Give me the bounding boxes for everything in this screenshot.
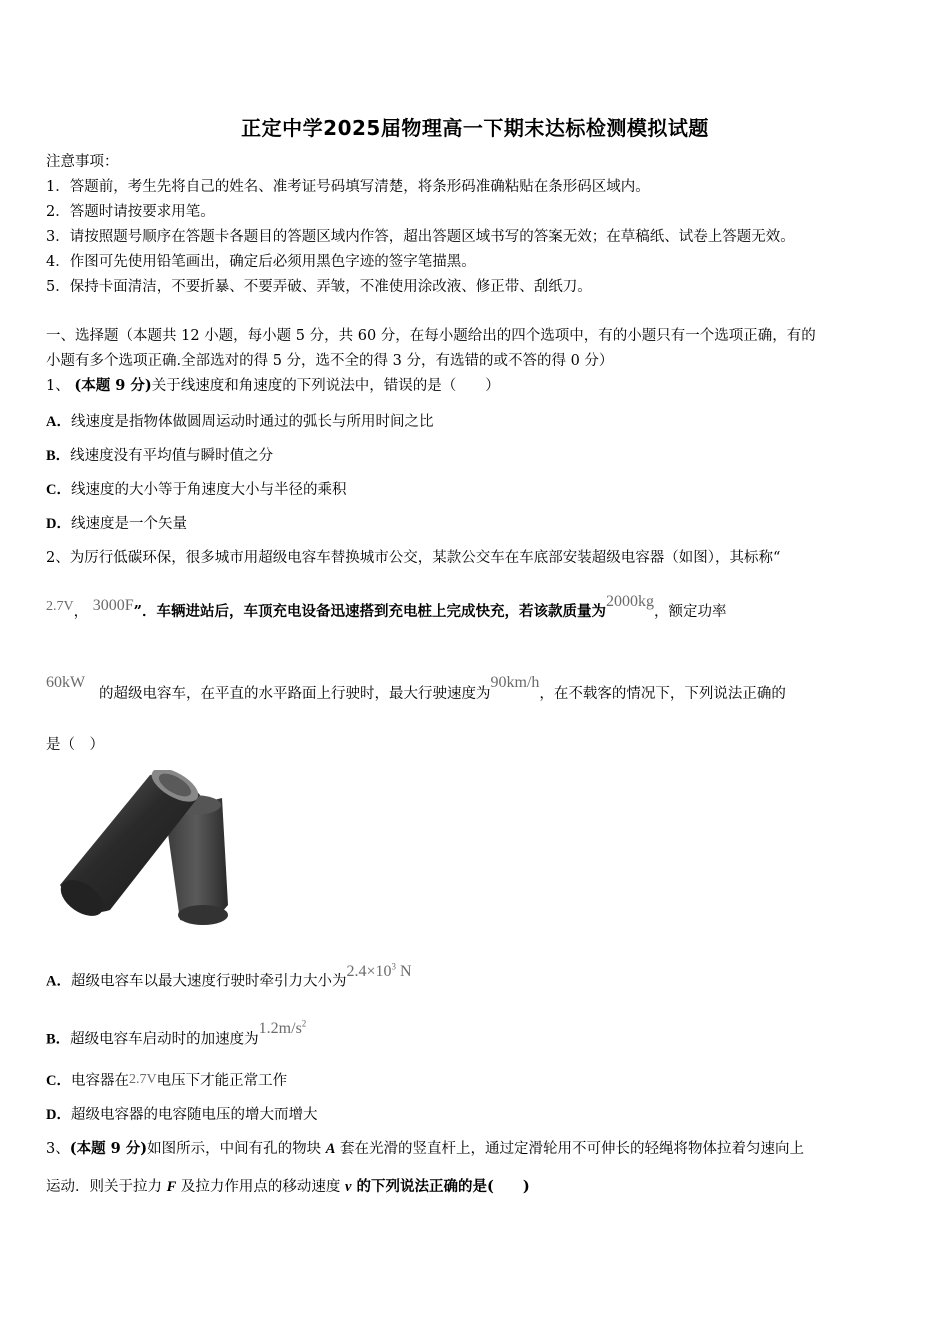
page-title: 正定中学2025届物理高一下期末达标检测模拟试题 xyxy=(241,116,709,140)
option-letter: B． xyxy=(46,448,71,464)
option-letter: C． xyxy=(46,1073,71,1089)
question-text: 套在光滑的竖直杆上，通过定滑轮用不可伸长的轻绳将物体拉着匀速向上 xyxy=(335,1141,805,1157)
question-text: 关于线速度和角速度的下列说法中，错误的是（ ） xyxy=(151,378,500,394)
q1-option-c xyxy=(46,480,346,500)
option-letter: A． xyxy=(46,973,71,990)
question-text: ”．车辆进站后，车顶充电设备迅速搭到充电桩上完成快充，若该款质量为 xyxy=(133,603,606,620)
question-text: 如图所示，中间有孔的物块 xyxy=(147,1141,326,1157)
math-voltage: 2.7V xyxy=(128,1072,157,1087)
question-text: 的下列说法正确的是( ) xyxy=(351,1178,530,1195)
question-text: ，在不载客的情况下，下列说法正确的 xyxy=(539,686,786,702)
option-text: 线速度的大小等于角速度大小与半径的乘积 xyxy=(70,482,347,498)
option-text: 线速度是一个矢量 xyxy=(70,516,187,532)
math-mass: 2000kg xyxy=(605,593,654,610)
option-text: 电压下才能正常工作 xyxy=(156,1073,288,1089)
option-text: 线速度是指物体做圆周运动时通过的弧长与所用时间之比 xyxy=(70,414,434,430)
math-capacitance: 3000F xyxy=(92,597,134,614)
question-number: 3、 xyxy=(46,1141,70,1157)
q1-option-b xyxy=(46,446,273,466)
option-letter: C． xyxy=(46,482,71,498)
option-text: 超级电容车以最大速度行驶时牵引力大小为 xyxy=(70,973,347,990)
question-1-stem xyxy=(46,376,500,396)
question-text: ，额定功率 xyxy=(653,604,727,620)
question-2-line-3 xyxy=(46,674,786,704)
question-2-line-2 xyxy=(46,593,727,623)
question-3-line-2 xyxy=(46,1177,530,1197)
option-text: 电容器在 xyxy=(70,1073,129,1089)
q2-option-d xyxy=(46,1105,317,1125)
question-marks: (本题 9 分) xyxy=(69,1140,148,1157)
notice-item-3: 3．请按照题号顺序在答题卡各题目的答题区域内作答，超出答题区域书写的答案无效；在草稿纸、试卷上答题无效。 xyxy=(46,229,795,245)
question-text: 的超级电容车，在平直的水平路面上行驶时，最大行驶速度为 xyxy=(99,686,491,702)
notice-item-2: 2．答题时请按要求用笔。 xyxy=(46,204,215,220)
variable-v: v xyxy=(345,1179,352,1195)
notice-heading: 注意事项： xyxy=(46,154,119,170)
section-instructions-line-2: 小题有多个选项正确.全部选对的得 5 分，选不全的得 3 分，有选错的或不答的得 0 分） xyxy=(46,353,614,369)
math-acceleration: $1.2m/s^2$ xyxy=(258,1019,307,1038)
math-speed: 90km/h xyxy=(490,674,540,691)
option-letter: A． xyxy=(46,414,71,430)
q1-option-a xyxy=(46,412,433,432)
question-2-line-4: 是（ ） xyxy=(46,737,104,753)
notice-item-5: 5．保持卡面清洁，不要折暴、不要弄破、弄皱，不准使用涂改液、修正带、刮纸刀。 xyxy=(46,279,592,295)
q2-option-b xyxy=(46,1019,307,1049)
question-number: 1、 xyxy=(46,378,70,394)
math-power: 60kW xyxy=(46,674,86,691)
option-text: 线速度没有平均值与瞬时值之分 xyxy=(70,448,274,464)
q2-option-a xyxy=(46,962,412,991)
question-marks: (本题 9 分) xyxy=(74,377,152,394)
option-text: 超级电容器的电容随电压的增大而增大 xyxy=(70,1107,318,1123)
math-force: $2.4\times 10^3$ N xyxy=(346,962,412,981)
option-letter: D． xyxy=(46,1107,71,1123)
option-letter: D． xyxy=(46,516,71,532)
section-instructions-line-1: 一、选择题（本题共 12 小题，每小题 5 分，共 60 分，在每小题给出的四个选项中，有的小题只有一个选项正确，有的 xyxy=(46,328,816,344)
q2-option-c xyxy=(46,1071,287,1092)
question-text: 及拉力作用点的移动速度 xyxy=(176,1179,345,1195)
question-text: 运动．则关于拉力 xyxy=(46,1179,167,1195)
punct: ， xyxy=(73,604,89,620)
notice-item-1: 1．答题前，考生先将自己的姓名、准考证号码填写清楚，将条形码准确粘贴在条形码区域内。 xyxy=(46,179,650,195)
q1-option-d xyxy=(46,514,187,534)
math-voltage: 2.7V xyxy=(46,599,74,614)
option-text: 超级电容车启动时的加速度为 xyxy=(70,1031,259,1048)
notice-item-4: 4．作图可先使用铅笔画出，确定后必须用黑色字迹的签字笔描黑。 xyxy=(46,254,476,270)
question-3-line-1 xyxy=(46,1139,804,1159)
variable-f: F xyxy=(166,1179,177,1195)
option-letter: B． xyxy=(46,1031,71,1048)
question-2-line-1: 2、为厉行低碳环保，很多城市用超级电容车替换城市公交，某款公交车在车底部安装超级电容器（如图），其标称“ xyxy=(46,550,781,566)
variable-a: A xyxy=(325,1141,336,1157)
supercapacitor-photo xyxy=(50,770,235,935)
